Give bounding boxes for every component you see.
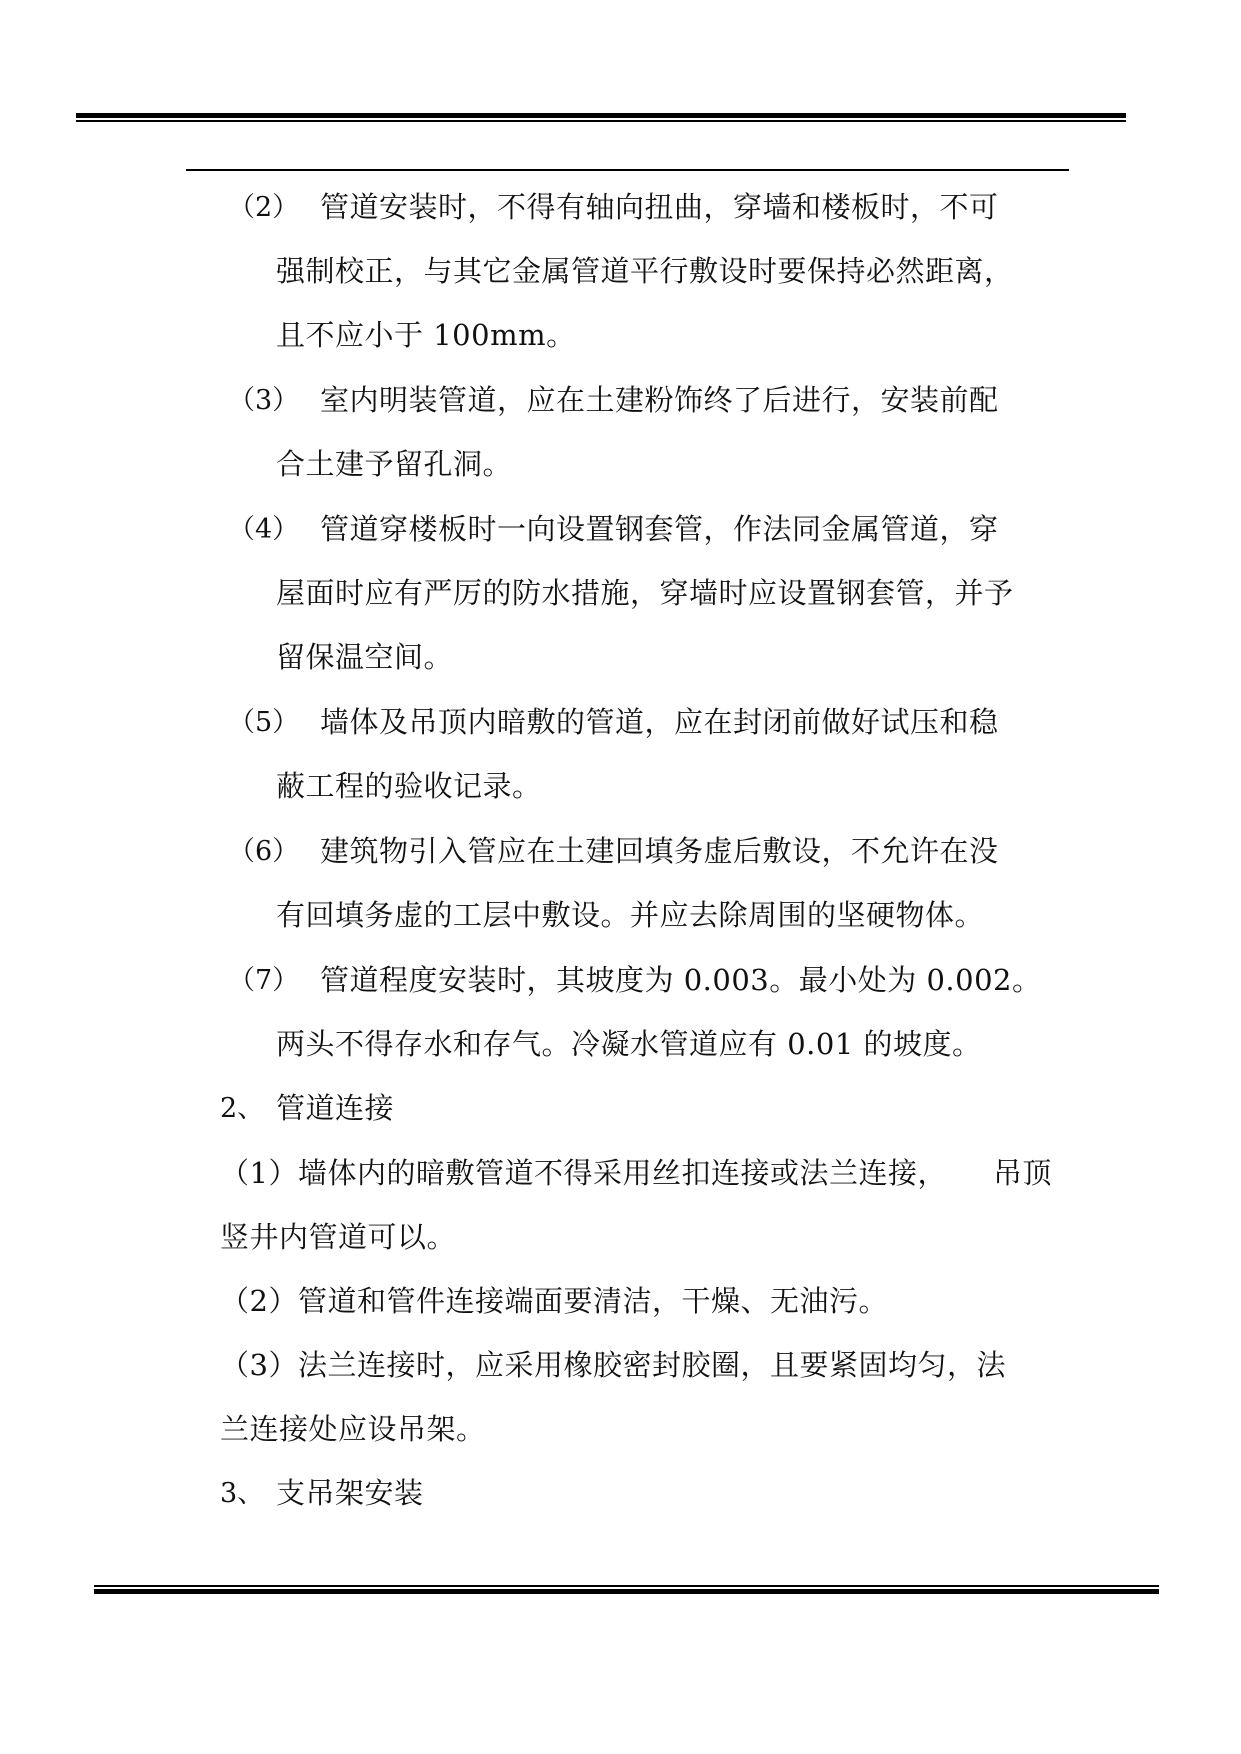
item-line: 两头不得存水和存气。冷凝水管道应有 0.01 的坡度。: [276, 1027, 982, 1061]
item-line: 管道穿楼板时一向设置钢套管，作法同金属管道，穿: [320, 512, 999, 546]
section-number: 3、: [220, 1478, 265, 1509]
item-line: 合土建予留孔洞。: [276, 447, 513, 481]
item-line: 建筑物引入管应在土建回填务虚后敷设，不允许在没: [320, 834, 999, 868]
item-line: 留保温空间。: [276, 640, 454, 674]
para-line: （2）管道和管件连接端面要清洁，干燥、无油污。: [220, 1284, 888, 1318]
item-line: 蔽工程的验收记录。: [276, 769, 542, 803]
para-line: 兰连接处应设吊架。: [220, 1412, 486, 1446]
section-title: 支吊架安装: [276, 1476, 424, 1510]
item-line: 屋面时应有严厉的防水措施，穿墙时应设置钢套管，并予: [276, 576, 1014, 610]
item-line: 有回填务虚的工层中敷设。并应去除周围的坚硬物体。: [276, 898, 985, 932]
item-number: （5）: [228, 707, 300, 738]
body-top-rule: [186, 169, 1069, 171]
para-line: 竖井内管道可以。: [220, 1220, 457, 1254]
header-rule-thick: [76, 113, 1126, 118]
item-number: （6）: [228, 836, 300, 867]
item-number: （3）: [228, 385, 300, 416]
header-rule-thin: [76, 120, 1126, 122]
para-line: 吊顶: [993, 1156, 1053, 1190]
para-line: （1）墙体内的暗敷管道不得采用丝扣连接或法兰连接，: [220, 1156, 947, 1190]
item-number: （4）: [228, 514, 300, 545]
item-line: 墙体及吊顶内暗敷的管道，应在封闭前做好试压和稳: [320, 705, 999, 739]
footer-rule-thick: [94, 1589, 1159, 1594]
item-line: 且不应小于 100mm。: [276, 318, 576, 352]
item-line: 管道程度安装时，其坡度为 0.003。最小处为 0.002。: [320, 963, 1042, 997]
item-number: （2）: [228, 192, 300, 223]
item-line: 管道安装时，不得有轴向扭曲，穿墙和楼板时，不可: [320, 190, 999, 224]
item-line: 强制校正，与其它金属管道平行敷设时要保持必然距离，: [276, 254, 1014, 288]
footer-rule-thin: [94, 1585, 1159, 1587]
item-line: 室内明装管道，应在土建粉饰终了后进行，安装前配: [320, 383, 999, 417]
item-number: （7）: [228, 965, 300, 996]
para-line: （3）法兰连接时，应采用橡胶密封胶圈，且要紧固均匀，法: [220, 1348, 1006, 1382]
section-title: 管道连接: [276, 1091, 395, 1125]
section-number: 2、: [220, 1093, 265, 1124]
